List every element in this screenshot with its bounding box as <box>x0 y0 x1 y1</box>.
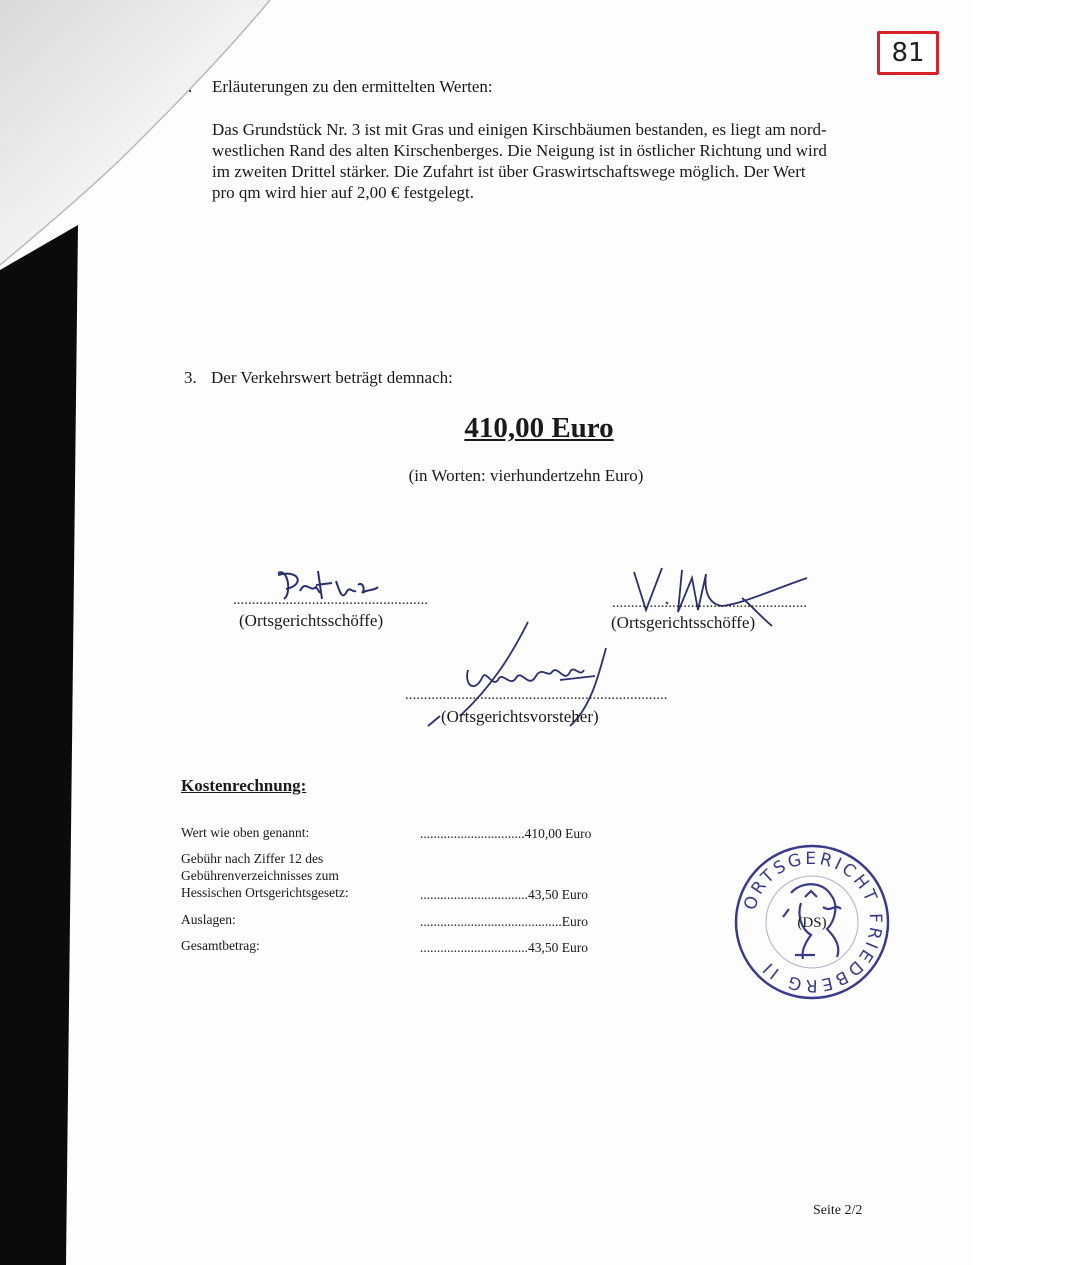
cost-row-label: Hessischen Ortsgerichtsgesetz: <box>181 885 349 900</box>
cost-row-value: ...............................410,00 Euro <box>420 826 592 841</box>
market-value-amount <box>0 412 1078 445</box>
cost-row-label: Wert wie oben genannt: <box>181 825 310 840</box>
section-3-number: 3. <box>184 368 197 387</box>
official-seal-stamp <box>731 843 893 1001</box>
cost-row-value: ................................43,50 Euro <box>420 887 588 902</box>
section-2-paragraph <box>212 119 882 203</box>
paragraph-line: im zweiten Drittel stärker. Die Zufahrt ist über Graswirtschaftswege möglich. Der Wert <box>212 162 806 181</box>
amount-in-words: (in Worten: vierhundertzehn Euro) <box>408 466 644 485</box>
section-3-heading: Der Verkehrswert beträgt demnach: <box>211 368 453 387</box>
signature-label-right: (Ortsgerichtsschöffe) <box>611 613 756 632</box>
signature-line-center: ...................................................................... <box>405 687 668 703</box>
page-number-badge <box>877 31 939 75</box>
signature-line-left: .................................................... <box>233 592 428 608</box>
signature-line-right: .................................................... <box>612 595 807 611</box>
signature-label-left: (Ortsgerichtsschöffe) <box>239 611 384 630</box>
cost-row-value: ..........................................Euro <box>420 914 588 929</box>
signature-label-center: (Ortsgerichtsvorsteher) <box>441 707 599 726</box>
cost-row-value: ................................43,50 Euro <box>420 940 588 955</box>
cost-row-label: Gesamtbetrag: <box>181 938 260 953</box>
seal-center-text: (DS) <box>797 915 827 931</box>
section-2-heading: Erläuterungen zu den ermittelten Werten: <box>212 77 493 96</box>
cost-row-label: Auslagen: <box>181 912 236 927</box>
paragraph-line: Das Grundstück Nr. 3 ist mit Gras und einigen Kirschbäumen bestanden, es liegt am nord- <box>212 120 827 139</box>
costs-heading: Kostenrechnung: <box>181 776 307 795</box>
seal-text: ORTSGERICHT FRIEDBERG II <box>740 848 886 996</box>
page-number: 81 <box>891 38 925 68</box>
section-2-marker: . <box>188 77 193 96</box>
amount-text: 410,00 Euro <box>464 412 614 444</box>
paragraph-line: pro qm wird hier auf 2,00 € festgelegt. <box>212 183 475 202</box>
page-footer: Seite 2/2 <box>813 1203 863 1218</box>
paragraph-line: westlichen Rand des alten Kirschenberges. Die Neigung ist in östlicher Richtung und wird <box>212 141 827 160</box>
cost-row-label: Gebührenverzeichnisses zum <box>181 868 339 883</box>
cost-row-label: Gebühr nach Ziffer 12 des <box>181 851 324 866</box>
